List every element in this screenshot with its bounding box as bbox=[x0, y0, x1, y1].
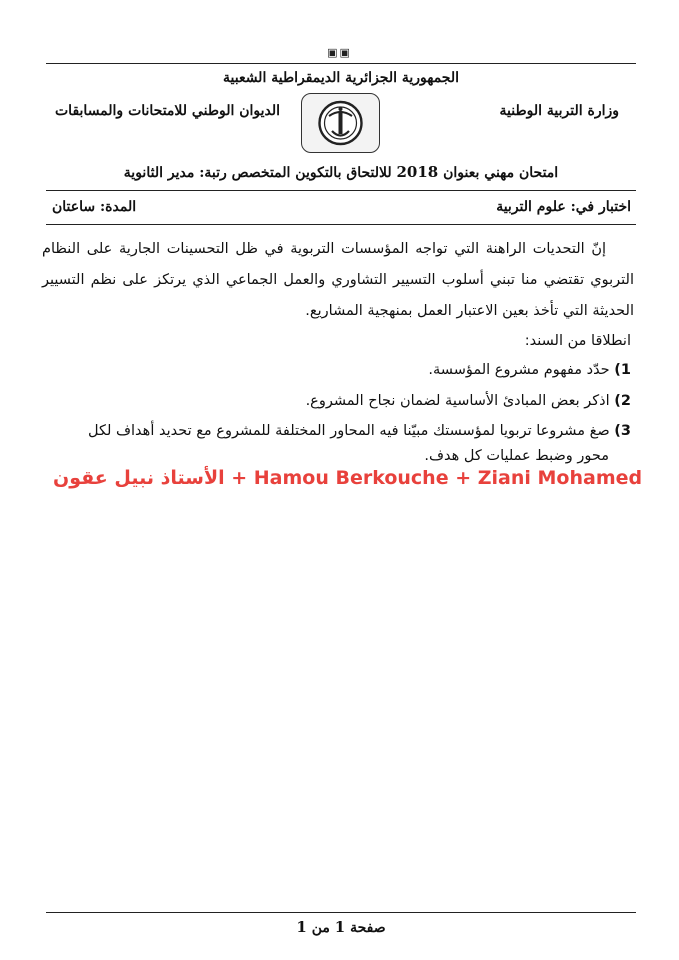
subject-rule bbox=[46, 224, 636, 225]
question-3-continuation: محور وضبط عمليات كل هدف. bbox=[424, 448, 609, 464]
exam-duration: المدة: ساعتان bbox=[52, 199, 137, 215]
ministry-name: وزارة التربية الوطنية bbox=[499, 103, 619, 119]
exam-title: امتحان مهني بعنوان 2018 للالتحاق بالتكوين المتخصص رتبة: مدير الثانوية bbox=[123, 163, 559, 181]
page-footer: صفحة 1 من 1 bbox=[296, 918, 386, 936]
question-2: 2) اذكر بعض المبادئ الأساسية لضمان نجاح المشروع. bbox=[305, 393, 631, 409]
question-1: 1) حدّد مفهوم مشروع المؤسسة. bbox=[428, 362, 631, 378]
emblem-icon bbox=[302, 94, 379, 152]
republic-title: الجمهورية الجزائرية الديمقراطية الشعبية bbox=[222, 70, 459, 86]
question-3: 3) صغ مشروعا تربويا لمؤسستك مبيّنا فيه المحاور المختلفة للمشروع مع تحديد أهداف لكل bbox=[87, 423, 631, 439]
intro-paragraph: إنّ التحديات الراهنة التي تواجه المؤسسات التربوية في ظل التحسينات الجارية على النظام التربوي تقتضي منا تبني أسلوب التسيير التشاوري والعمل الجماعي الذي يرتكز على نظم التسيير الحديثة التي تأخذ بعين الاعتبار العمل بمنهجية المشاريع. bbox=[42, 241, 634, 319]
office-logo bbox=[301, 93, 380, 153]
lead-line: انطلاقا من السند: bbox=[524, 333, 631, 349]
watermark-text: الأستاذ نبيل عقون + Hamou Berkouche + Ziani Mohamed bbox=[53, 467, 643, 489]
top-decoration: ▣▣ bbox=[327, 46, 352, 59]
office-name: الديوان الوطني للامتحانات والمسابقات bbox=[55, 103, 281, 119]
mid-rule bbox=[46, 190, 636, 191]
top-rule bbox=[46, 63, 636, 64]
exam-subject: اختبار في: علوم التربية bbox=[496, 199, 631, 215]
footer-rule bbox=[46, 912, 636, 913]
